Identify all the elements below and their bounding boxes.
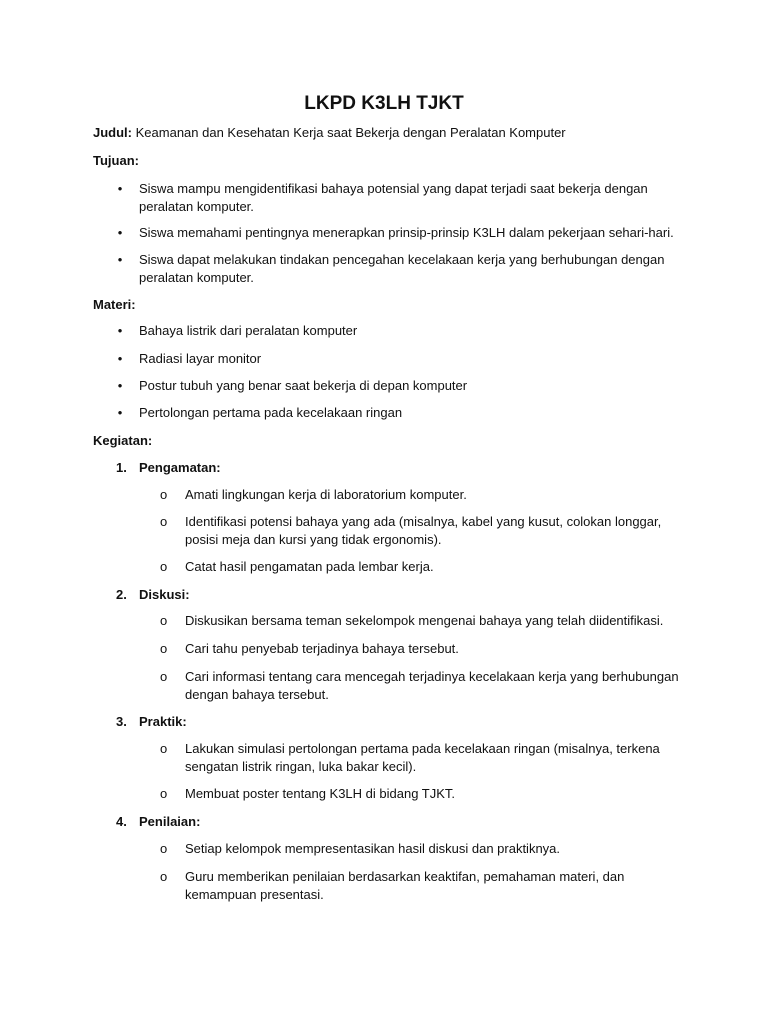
- materi-heading: Materi:: [93, 297, 136, 312]
- tujuan-item-line: peralatan komputer.: [139, 199, 254, 214]
- step-name: Diskusi:: [139, 587, 190, 602]
- bullet-icon: •: [117, 323, 123, 338]
- step-name: Penilaian:: [139, 814, 201, 829]
- step-number: 1.: [116, 460, 127, 475]
- bullet-icon: •: [117, 225, 123, 240]
- document-title: LKPD K3LH TJKT: [304, 93, 464, 114]
- sub-bullet-icon: o: [160, 869, 168, 884]
- bullet-icon: •: [117, 378, 123, 393]
- sub-bullet-icon: o: [160, 487, 168, 502]
- sub-bullet-icon: o: [160, 741, 168, 756]
- sub-bullet-icon: o: [160, 841, 168, 856]
- step-number: 3.: [116, 714, 127, 729]
- bullet-icon: •: [117, 351, 123, 366]
- bullet-icon: •: [117, 181, 123, 196]
- tujuan-heading: Tujuan:: [93, 153, 139, 168]
- sub-bullet-icon: o: [160, 559, 168, 574]
- document-page: LKPD K3LH TJKT Judul: Keamanan dan Kesehatan Kerja saat Bekerja dengan Peralatan Komputer Tujuan: • Siswa mampu mengidentifikasi bahaya potensial yang dapat terjadi saat bekerja dengan peralatan komputer. • Siswa memahami pentingnya menerapkan prinsip-prinsip K3LH dalam pekerjaan sehari-hari. • Siswa dapat melakukan tindakan pencegahan kecelakaan kerja yang berhubungan dengan peralatan komputer. Materi: • Bahaya listrik dari peralatan komputer • Radiasi layar monitor • Postur tubuh yang benar saat bekerja di depan komputer • Pertolongan pertama pada kecelakaan ringan Kegiatan: 1. Pengamatan: o Amati lingkungan kerja di laboratorium komputer. o Identifikasi potensi bahaya yang ada (misalnya, kabel yang kusut, colokan longgar, posisi meja dan kursi yang tidak ergonomis). o Catat hasil pengamatan pada lembar kerja. 2. Diskusi: o Diskusikan bersama teman sekelompok mengenai bahaya yang telah diidentifikasi. o Cari tahu penyebab terjadinya bahaya tersebut. o Cari informasi tentang cara mencegah terjadinya kecelakaan kerja yang berhubungan dengan bahaya tersebut. 3. Praktik: o Lakukan simulasi pertolongan pertama pada kecelakaan ringan (misalnya, terkena sengatan listrik ringan, luka bakar kecil). o Membuat poster tentang K3LH di bidang TJKT. 4. Penilaian: o Setiap kelompok mempresentasikan hasil diskusi dan praktiknya. o Guru memberikan penilaian berdasarkan keaktifan, pemahaman materi, dan kemampuan presentasi.: [0, 0, 768, 1024]
- tujuan-item-line: Siswa memahami pentingnya menerapkan prinsip-prinsip K3LH dalam pekerjaan sehari-hari.: [139, 225, 674, 240]
- step-number: 2.: [116, 587, 127, 602]
- judul-value: Keamanan dan Kesehatan Kerja saat Bekerja dengan Peralatan Komputer: [135, 125, 566, 140]
- judul-line: [93, 124, 708, 142]
- sub-bullet-icon: o: [160, 641, 168, 656]
- sub-bullet-icon: o: [160, 514, 168, 529]
- step-name: Pengamatan:: [139, 460, 221, 475]
- tujuan-item-line: Siswa mampu mengidentifikasi bahaya potensial yang dapat terjadi saat bekerja dengan: [139, 181, 648, 196]
- sub-bullet-icon: o: [160, 669, 168, 684]
- bullet-icon: •: [117, 252, 123, 267]
- tujuan-item-line: peralatan komputer.: [139, 270, 254, 285]
- sub-bullet-icon: o: [160, 613, 168, 628]
- tujuan-item-line: Siswa dapat melakukan tindakan pencegahan kecelakaan kerja yang berhubungan dengan: [139, 252, 665, 267]
- judul-label: Judul:: [93, 125, 132, 140]
- bullet-icon: •: [117, 405, 123, 420]
- kegiatan-heading: Kegiatan:: [93, 433, 153, 448]
- step-number: 4.: [116, 814, 127, 829]
- step-name: Praktik:: [139, 714, 187, 729]
- sub-bullet-icon: o: [160, 786, 168, 801]
